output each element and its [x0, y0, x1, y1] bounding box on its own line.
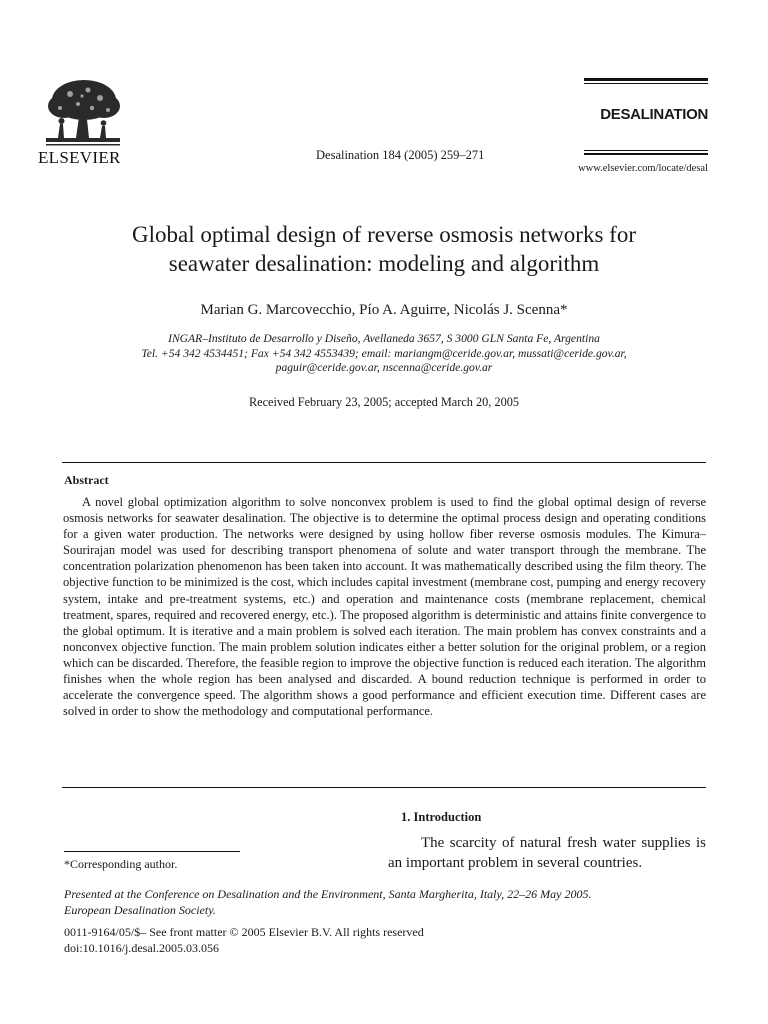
journal-rule-top-thin — [584, 83, 708, 84]
conference-note — [64, 886, 708, 918]
journal-name: DESALINATION — [600, 106, 708, 123]
elsevier-tree-icon — [40, 76, 126, 148]
received-dates: Received February 23, 2005; accepted March 20, 2005 — [248, 395, 520, 409]
abstract-top-rule — [62, 462, 706, 463]
journal-rule-top — [584, 78, 708, 81]
elsevier-logo — [38, 76, 128, 166]
introduction-heading: 1. Introduction — [401, 810, 482, 824]
journal-citation: Desalination 184 (2005) 259–271 — [316, 148, 485, 162]
journal-url-link[interactable]: www.elsevier.com/locate/desal — [578, 163, 708, 174]
abstract-bottom-rule — [62, 787, 706, 788]
affiliation-line-3: paguir@ceride.gov.ar, nscenna@ceride.gov.ar — [275, 361, 493, 374]
article-authors: Marian G. Marcovecchio, Pío A. Aguirre, Nicolás J. Scenna* — [200, 302, 568, 318]
journal-rule-bottom-thin — [584, 150, 708, 151]
publisher-name: ELSEVIER — [38, 148, 121, 167]
article-title-line-2: seawater desalination: modeling and algorithm — [168, 251, 600, 276]
footnote-rule — [64, 851, 240, 852]
copyright-block — [64, 925, 708, 956]
doi-line: doi:10.1016/j.desal.2005.03.056 — [64, 940, 219, 955]
article-title-line-1: Global optimal design of reverse osmosis networks for — [132, 222, 636, 247]
abstract-heading: Abstract — [64, 473, 109, 487]
author-affiliation — [60, 332, 708, 376]
issn-line: 0011-9164/05/$– See front matter © 2005 Elsevier B.V. All rights reserved — [64, 925, 424, 939]
article-title — [60, 220, 708, 278]
abstract-text: A novel global optimization algorithm to solve nonconvex problem is used to find the global optimal design of reverse osmosis networks for seawater desalination. The objective is to determine the optimal process design and operating conditions for a given water production. The networks were designed by using hollow fiber reverse osmosis modules. The Kimura–Sourirajan model was used for describing transport phenomena of solute and water transport through the membrane. The concentration polarization phenomenon has been taken into account. It was mathematically described using the film theory. The objective function to be minimized is the cost, which includes capital investment (membrane cost, pumping and energy recovery system, intake and pre-treatment systems, etc.) and operation and maintenance costs (membrane replacement, chemical treatment, spares, required and recovered energy, etc.). The proposed algorithm is deterministic and attains finite convergence to the global optimum. It is iterative and a main problem is solved each iteration. The main problem has convex constraints and a nonconvex objective function. The main problem solution indicates either a better solution for the original problem, or a region which can be discarded. Therefore, the feasible region to improve the objective function is reduced each iteration. The algorithm finishes when the whole region has been analysed and discarded. A bound reduction technique is performed in order to accelerate the convergence speed. The algorithm shows a good performance and efficient execution time. Different cases are solved in order to show the methodology and computational performance. — [63, 495, 706, 719]
conference-note-line-1: Presented at the Conference on Desalination and the Environment, Santa Margherita, Italy, 22–26 May 2005. — [64, 887, 592, 901]
introduction-text: The scarcity of natural fresh water supplies is an important problem in several countries. — [388, 835, 706, 871]
corresponding-author-footnote: *Corresponding author. — [64, 857, 178, 871]
journal-rule-bottom — [584, 153, 708, 155]
affiliation-line-1: INGAR–Instituto de Desarrollo y Diseño, Avellaneda 3657, S 3000 GLN Santa Fe, Argentina — [168, 332, 600, 345]
affiliation-line-2: Tel. +54 342 4534451; Fax +54 342 4553439; email: mariangm@ceride.gov.ar, mussati@ceride.gov.ar, — [141, 346, 627, 360]
conference-note-line-2: European Desalination Society. — [64, 903, 216, 917]
